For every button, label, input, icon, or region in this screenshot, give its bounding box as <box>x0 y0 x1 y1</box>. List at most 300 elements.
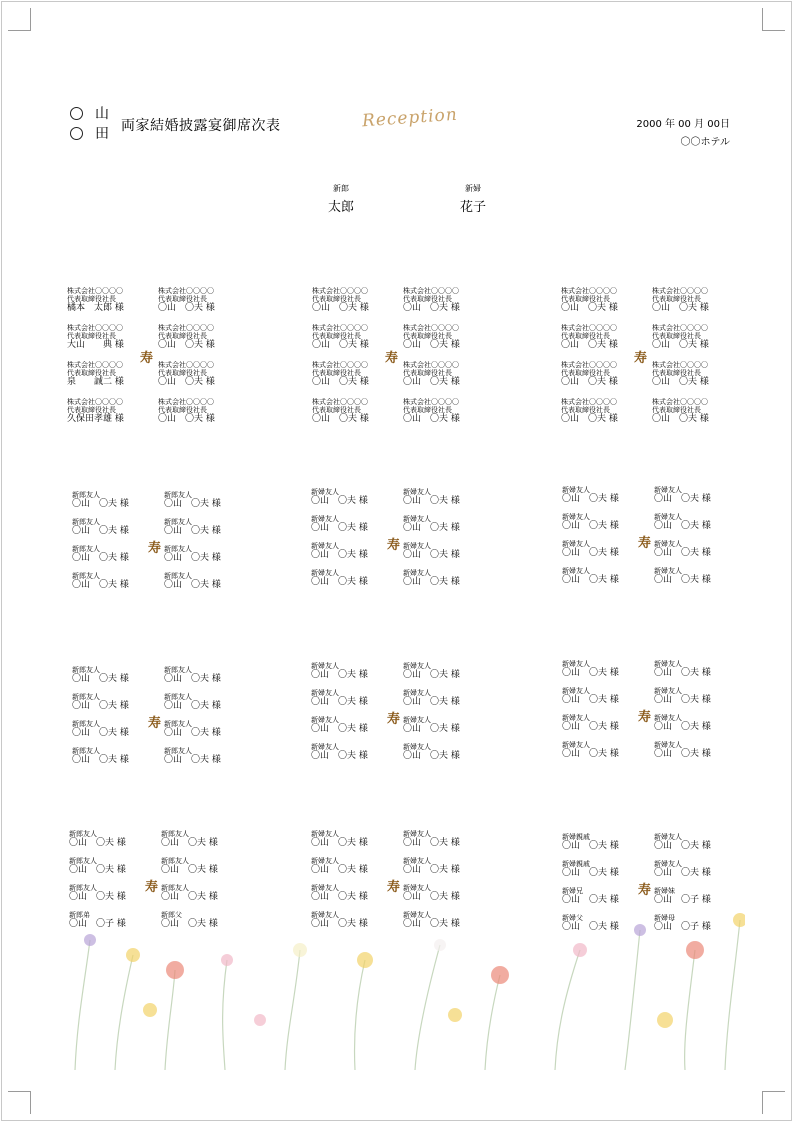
guest-name: 〇山 〇夫 様 <box>562 895 619 905</box>
guest-title: 代表取締役社長 <box>403 406 452 414</box>
guest-name: 〇山 〇夫 様 <box>562 695 619 705</box>
guest-seat <box>72 666 129 684</box>
guest-seat <box>652 287 709 313</box>
guest-title: 代表取締役社長 <box>561 369 610 377</box>
guest-seat <box>311 488 368 506</box>
guest-seat <box>72 545 129 563</box>
guest-name: 〇山 〇夫 様 <box>311 550 368 560</box>
guest-relation: 新婦友人 <box>562 540 590 548</box>
seating-table <box>561 287 741 437</box>
guest-relation: 新婦友人 <box>562 687 590 695</box>
guest-seat <box>72 572 129 590</box>
guest-name: 〇山 〇夫 様 <box>403 865 460 875</box>
guest-name: 〇山 〇夫 様 <box>72 755 129 765</box>
guest-seat <box>654 833 711 851</box>
guest-name: 〇山 〇夫 様 <box>403 919 460 929</box>
guest-relation: 新婦友人 <box>403 488 431 496</box>
guest-relation: 新婦友人 <box>311 662 339 670</box>
guest-name: 〇山 〇夫 様 <box>164 499 221 509</box>
guest-title: 代表取締役社長 <box>561 332 610 340</box>
guest-seat <box>562 513 619 531</box>
circle-placeholder-icon <box>70 127 83 140</box>
guest-relation: 新郎友人 <box>161 857 189 865</box>
guest-seat <box>403 662 460 680</box>
guest-title: 代表取締役社長 <box>312 332 361 340</box>
guest-seat <box>403 689 460 707</box>
circle-placeholder-icon <box>70 107 83 120</box>
guest-relation: 新婦友人 <box>562 660 590 668</box>
guest-title: 代表取締役社長 <box>561 295 610 303</box>
guest-name: 〇山 〇夫 様 <box>403 577 460 587</box>
guest-name: 〇山 〇夫 様 <box>654 722 711 732</box>
guest-relation: 株式会社〇〇〇〇 <box>158 398 214 406</box>
groom-name: 太郎 <box>327 200 354 215</box>
guest-name: 〇山 〇夫 様 <box>72 674 129 684</box>
guest-relation: 新婦友人 <box>562 567 590 575</box>
guest-relation: 新郎友人 <box>72 693 100 701</box>
guest-title: 代表取締役社長 <box>67 406 116 414</box>
guest-seat <box>72 491 129 509</box>
guest-name: 〇山 〇夫 様 <box>561 377 618 387</box>
guest-name: 〇山 〇夫 様 <box>311 577 368 587</box>
kotobuki-center-mark: 寿 <box>387 538 401 553</box>
guest-relation: 株式会社〇〇〇〇 <box>158 287 214 295</box>
guest-name: 〇山 〇夫 様 <box>72 728 129 738</box>
guest-name: 〇山 〇夫 様 <box>652 340 709 350</box>
guest-seat <box>67 398 124 424</box>
seating-table <box>72 666 252 816</box>
flower-border-illustration <box>55 900 745 1070</box>
guest-name: 〇山 〇夫 様 <box>312 377 369 387</box>
guest-seat <box>403 716 460 734</box>
guest-relation: 株式会社〇〇〇〇 <box>67 361 123 369</box>
guest-name: 〇山 〇夫 様 <box>652 377 709 387</box>
guest-name: 〇山 〇夫 様 <box>161 865 218 875</box>
guest-relation: 新婦友人 <box>403 689 431 697</box>
guest-seat <box>67 361 124 387</box>
guest-name: 〇山 〇夫 様 <box>654 868 711 878</box>
kotobuki-center-mark: 寿 <box>638 536 652 551</box>
guest-name: 〇山 〇夫 様 <box>311 865 368 875</box>
seating-table <box>562 660 742 810</box>
guest-name: 〇山 〇夫 様 <box>403 724 460 734</box>
guest-name: 〇山 〇夫 様 <box>161 919 218 929</box>
guest-relation: 新婦友人 <box>311 911 339 919</box>
guest-seat <box>561 398 618 424</box>
guest-name: 〇山 〇夫 様 <box>403 340 460 350</box>
guest-title: 代表取締役社長 <box>312 406 361 414</box>
guest-seat <box>562 486 619 504</box>
guest-seat <box>561 361 618 387</box>
guest-name: 〇山 〇夫 様 <box>311 523 368 533</box>
guest-relation: 新郎友人 <box>69 830 97 838</box>
guest-title: 代表取締役社長 <box>652 406 701 414</box>
guest-relation: 新婦友人 <box>311 884 339 892</box>
guest-seat <box>164 666 221 684</box>
guest-name: 〇山 〇夫 様 <box>562 548 619 558</box>
guest-seat <box>69 830 126 848</box>
guest-name: 〇山 〇夫 様 <box>161 838 218 848</box>
guest-seat <box>562 741 619 759</box>
guest-name: 〇山 〇夫 様 <box>562 668 619 678</box>
kotobuki-center-mark: 寿 <box>634 351 648 366</box>
guest-seat <box>158 287 215 313</box>
guest-name: 〇山 〇夫 様 <box>72 580 129 590</box>
guest-seat <box>158 398 215 424</box>
guest-relation: 株式会社〇〇〇〇 <box>561 361 617 369</box>
guest-name: 〇山 〇夫 様 <box>311 892 368 902</box>
guest-relation: 新婦友人 <box>654 687 682 695</box>
guest-relation: 新郎友人 <box>164 693 192 701</box>
family-row <box>70 103 109 123</box>
guest-relation: 新郎友人 <box>161 884 189 892</box>
guest-relation: 新婦友人 <box>311 830 339 838</box>
guest-seat <box>654 687 711 705</box>
guest-name: 久保田孝雄 様 <box>67 414 124 424</box>
guest-seat <box>403 569 460 587</box>
guest-relation: 新婦友人 <box>403 911 431 919</box>
guest-seat <box>654 513 711 531</box>
guest-title: 代表取締役社長 <box>652 369 701 377</box>
guest-name: 〇山 〇夫 様 <box>164 728 221 738</box>
guest-title: 代表取締役社長 <box>652 332 701 340</box>
guest-name: 〇山 〇夫 様 <box>164 755 221 765</box>
guest-name: 〇山 〇夫 様 <box>311 724 368 734</box>
guest-seat <box>67 324 124 350</box>
guest-seat <box>311 830 368 848</box>
guest-seat <box>654 567 711 585</box>
guest-seat <box>72 693 129 711</box>
kotobuki-center-mark: 寿 <box>145 880 159 895</box>
guest-seat <box>403 287 460 313</box>
guest-seat <box>654 540 711 558</box>
guest-relation: 新婦友人 <box>403 569 431 577</box>
guest-relation: 株式会社〇〇〇〇 <box>652 398 708 406</box>
guest-seat <box>403 743 460 761</box>
guest-title: 代表取締役社長 <box>403 332 452 340</box>
guest-name: 〇山 〇子 様 <box>654 895 711 905</box>
kotobuki-center-mark: 寿 <box>385 351 399 366</box>
family-names <box>70 103 109 143</box>
guest-relation: 新郎友人 <box>72 545 100 553</box>
guest-relation: 株式会社〇〇〇〇 <box>561 324 617 332</box>
guest-name: 〇山 〇夫 様 <box>403 414 460 424</box>
guest-name: 〇山 〇夫 様 <box>311 838 368 848</box>
guest-relation: 新婦友人 <box>311 569 339 577</box>
guest-relation: 新郎友人 <box>164 572 192 580</box>
guest-relation: 株式会社〇〇〇〇 <box>67 398 123 406</box>
guest-seat <box>562 540 619 558</box>
guest-seat <box>654 660 711 678</box>
document-title: 両家結婚披露宴御席次表 <box>121 118 281 134</box>
guest-relation: 新婦友人 <box>562 513 590 521</box>
guest-name: 〇山 〇夫 様 <box>652 414 709 424</box>
guest-name: 〇山 〇夫 様 <box>403 303 460 313</box>
kotobuki-center-mark: 寿 <box>148 541 162 556</box>
guest-seat <box>403 361 460 387</box>
guest-name: 〇山 〇夫 様 <box>652 303 709 313</box>
guest-name: 〇山 〇夫 様 <box>312 340 369 350</box>
guest-title: 代表取締役社長 <box>158 369 207 377</box>
guest-name: 〇山 〇夫 様 <box>311 697 368 707</box>
guest-relation: 株式会社〇〇〇〇 <box>652 324 708 332</box>
guest-name: 〇山 〇夫 様 <box>403 377 460 387</box>
seating-table <box>311 662 491 812</box>
guest-relation: 新郎友人 <box>72 491 100 499</box>
guest-seat <box>161 857 218 875</box>
guest-name: 〇山 〇夫 様 <box>654 668 711 678</box>
guest-relation: 新婦友人 <box>403 743 431 751</box>
guest-seat <box>403 542 460 560</box>
guest-seat <box>312 398 369 424</box>
guest-relation: 新婦友人 <box>654 741 682 749</box>
guest-relation: 新郎友人 <box>72 720 100 728</box>
seating-table <box>72 491 252 641</box>
guest-relation: 新郎弟 <box>69 911 90 919</box>
guest-seat <box>562 660 619 678</box>
crop-mark-top-right <box>762 8 785 31</box>
guest-seat <box>654 741 711 759</box>
guest-relation: 新婦親戚 <box>562 833 590 841</box>
guest-seat <box>562 833 619 851</box>
guest-name: 〇山 〇夫 様 <box>654 695 711 705</box>
guest-seat <box>164 545 221 563</box>
crop-mark-bottom-right <box>762 1091 785 1114</box>
guest-name: 〇山 〇夫 様 <box>164 553 221 563</box>
guest-relation: 株式会社〇〇〇〇 <box>403 398 459 406</box>
seating-table <box>312 287 492 437</box>
guest-name: 〇山 〇夫 様 <box>403 523 460 533</box>
guest-title: 代表取締役社長 <box>561 406 610 414</box>
guest-name: 〇山 〇夫 様 <box>69 865 126 875</box>
guest-seat <box>311 857 368 875</box>
guest-name: 〇山 〇夫 様 <box>158 303 215 313</box>
guest-title: 代表取締役社長 <box>67 332 116 340</box>
guest-name: 〇山 〇夫 様 <box>161 892 218 902</box>
guest-name: 〇山 〇夫 様 <box>311 496 368 506</box>
guest-name: 〇山 〇夫 様 <box>562 868 619 878</box>
guest-seat <box>158 361 215 387</box>
guest-relation: 新婦友人 <box>562 714 590 722</box>
guest-seat <box>652 361 709 387</box>
guest-seat <box>654 714 711 732</box>
guest-seat <box>403 398 460 424</box>
guest-name: 〇山 〇夫 様 <box>561 340 618 350</box>
guest-name: 〇山 〇夫 様 <box>69 892 126 902</box>
guest-relation: 株式会社〇〇〇〇 <box>312 324 368 332</box>
guest-relation: 株式会社〇〇〇〇 <box>67 324 123 332</box>
guest-relation: 新郎友人 <box>164 666 192 674</box>
guest-seat <box>561 287 618 313</box>
guest-seat <box>403 857 460 875</box>
guest-relation: 株式会社〇〇〇〇 <box>561 287 617 295</box>
guest-name: 〇山 〇夫 様 <box>562 749 619 759</box>
guest-name: 〇山 〇夫 様 <box>312 303 369 313</box>
guest-seat <box>311 716 368 734</box>
kotobuki-center-mark: 寿 <box>638 710 652 725</box>
guest-relation: 新婦友人 <box>311 716 339 724</box>
guest-relation: 新郎友人 <box>164 491 192 499</box>
guest-title: 代表取締役社長 <box>312 369 361 377</box>
guest-relation: 新婦友人 <box>403 830 431 838</box>
guest-relation: 新郎友人 <box>72 518 100 526</box>
guest-seat <box>164 693 221 711</box>
guest-title: 代表取締役社長 <box>158 332 207 340</box>
guest-relation: 新婦親戚 <box>562 860 590 868</box>
seating-table <box>311 488 491 638</box>
guest-relation: 株式会社〇〇〇〇 <box>652 287 708 295</box>
guest-relation: 新婦友人 <box>654 833 682 841</box>
guest-seat <box>164 747 221 765</box>
guest-relation: 新郎友人 <box>164 518 192 526</box>
guest-relation: 株式会社〇〇〇〇 <box>403 361 459 369</box>
reception-script-logo: Reception <box>361 104 459 132</box>
guest-seat <box>562 687 619 705</box>
guest-relation: 新婦友人 <box>562 741 590 749</box>
guest-relation: 新婦友人 <box>654 860 682 868</box>
guest-name: 〇山 〇夫 様 <box>403 670 460 680</box>
bride-block <box>433 183 513 215</box>
guest-name: 泉 誠二 様 <box>67 377 124 387</box>
guest-relation: 新婦友人 <box>311 857 339 865</box>
guest-seat <box>72 747 129 765</box>
guest-relation: 新婦妹 <box>654 887 675 895</box>
guest-relation: 新郎友人 <box>69 857 97 865</box>
guest-name: 〇山 〇夫 様 <box>164 701 221 711</box>
guest-name: 〇山 〇夫 様 <box>311 670 368 680</box>
guest-name: 〇山 〇夫 様 <box>654 521 711 531</box>
guest-name: 〇山 〇夫 様 <box>403 751 460 761</box>
guest-relation: 新婦友人 <box>654 567 682 575</box>
guest-seat <box>652 324 709 350</box>
guest-seat <box>72 518 129 536</box>
guest-seat <box>311 689 368 707</box>
seating-table <box>562 486 742 636</box>
guest-seat <box>164 518 221 536</box>
guest-relation: 株式会社〇〇〇〇 <box>158 324 214 332</box>
kotobuki-center-mark: 寿 <box>387 712 401 727</box>
guest-seat <box>562 860 619 878</box>
guest-seat <box>312 287 369 313</box>
guest-relation: 新郎友人 <box>164 747 192 755</box>
bride-name: 花子 <box>459 200 486 215</box>
guest-relation: 新郎友人 <box>161 830 189 838</box>
guest-seat <box>164 572 221 590</box>
guest-title: 代表取締役社長 <box>652 295 701 303</box>
guest-relation: 新婦友人 <box>654 486 682 494</box>
guest-title: 代表取締役社長 <box>403 369 452 377</box>
date-venue <box>636 116 730 152</box>
guest-name: 橘本 太郎 様 <box>67 303 124 313</box>
kotobuki-center-mark: 寿 <box>140 351 154 366</box>
guest-relation: 新婦友人 <box>654 660 682 668</box>
guest-relation: 株式会社〇〇〇〇 <box>312 287 368 295</box>
guest-name: 〇山 〇夫 様 <box>69 838 126 848</box>
guest-name: 〇山 〇夫 様 <box>164 580 221 590</box>
guest-name: 〇山 〇夫 様 <box>312 414 369 424</box>
guest-relation: 新婦友人 <box>403 857 431 865</box>
guest-title: 代表取締役社長 <box>312 295 361 303</box>
groom-block <box>301 183 381 215</box>
groom-role: 新郎 <box>333 184 349 193</box>
seating-table <box>67 287 247 437</box>
guest-name: 〇山 〇夫 様 <box>561 303 618 313</box>
guest-relation: 新婦友人 <box>562 486 590 494</box>
family-name: 山 <box>95 106 109 122</box>
guest-relation: 株式会社〇〇〇〇 <box>403 287 459 295</box>
guest-seat <box>311 662 368 680</box>
guest-relation: 新婦友人 <box>654 540 682 548</box>
guest-name: 〇山 〇夫 様 <box>311 919 368 929</box>
guest-relation: 新婦友人 <box>403 716 431 724</box>
guest-relation: 新郎友人 <box>72 572 100 580</box>
guest-relation: 新郎父 <box>161 911 182 919</box>
bride-role: 新婦 <box>465 184 481 193</box>
guest-name: 〇山 〇夫 様 <box>562 575 619 585</box>
guest-name: 〇山 〇夫 様 <box>654 548 711 558</box>
guest-seat <box>562 567 619 585</box>
guest-name: 〇山 〇夫 様 <box>403 697 460 707</box>
guest-seat <box>67 287 124 313</box>
guest-relation: 株式会社〇〇〇〇 <box>67 287 123 295</box>
guest-name: 〇山 〇夫 様 <box>72 701 129 711</box>
crop-mark-bottom-left <box>8 1091 31 1114</box>
guest-name: 〇山 〇夫 様 <box>158 377 215 387</box>
guest-name: 〇山 〇夫 様 <box>158 340 215 350</box>
guest-relation: 新婦友人 <box>403 884 431 892</box>
guest-name: 〇山 〇夫 様 <box>72 526 129 536</box>
guest-relation: 株式会社〇〇〇〇 <box>403 324 459 332</box>
guest-seat <box>311 515 368 533</box>
kotobuki-center-mark: 寿 <box>387 880 401 895</box>
guest-seat <box>561 324 618 350</box>
guest-seat <box>72 720 129 738</box>
kotobuki-center-mark: 寿 <box>638 883 652 898</box>
guest-title: 代表取締役社長 <box>67 369 116 377</box>
guest-name: 〇山 〇夫 様 <box>403 550 460 560</box>
guest-relation: 新婦母 <box>654 914 675 922</box>
kotobuki-center-mark: 寿 <box>148 716 162 731</box>
family-name: 田 <box>95 126 109 142</box>
guest-name: 〇山 〇夫 様 <box>158 414 215 424</box>
guest-seat <box>312 361 369 387</box>
guest-relation: 新郎友人 <box>164 720 192 728</box>
guest-seat <box>652 398 709 424</box>
guest-relation: 新郎友人 <box>164 545 192 553</box>
guest-relation: 新婦友人 <box>311 743 339 751</box>
guest-name: 〇山 〇夫 様 <box>562 494 619 504</box>
guest-seat <box>403 830 460 848</box>
guest-name: 〇山 〇夫 様 <box>72 553 129 563</box>
guest-name: 〇山 〇夫 様 <box>654 749 711 759</box>
guest-title: 代表取締役社長 <box>67 295 116 303</box>
guest-name: 〇山 〇夫 様 <box>72 499 129 509</box>
guest-title: 代表取締役社長 <box>158 406 207 414</box>
guest-seat <box>164 491 221 509</box>
guest-name: 〇山 〇夫 様 <box>403 838 460 848</box>
guest-relation: 新婦兄 <box>562 887 583 895</box>
guest-relation: 新婦友人 <box>311 488 339 496</box>
guest-name: 〇山 〇夫 様 <box>654 575 711 585</box>
guest-name: 〇山 〇夫 様 <box>164 674 221 684</box>
guest-title: 代表取締役社長 <box>158 295 207 303</box>
guest-name: 〇山 〇夫 様 <box>654 841 711 851</box>
guest-seat <box>654 860 711 878</box>
guest-seat <box>312 324 369 350</box>
guest-relation: 株式会社〇〇〇〇 <box>561 398 617 406</box>
guest-name: 〇山 〇夫 様 <box>562 521 619 531</box>
guest-seat <box>311 569 368 587</box>
